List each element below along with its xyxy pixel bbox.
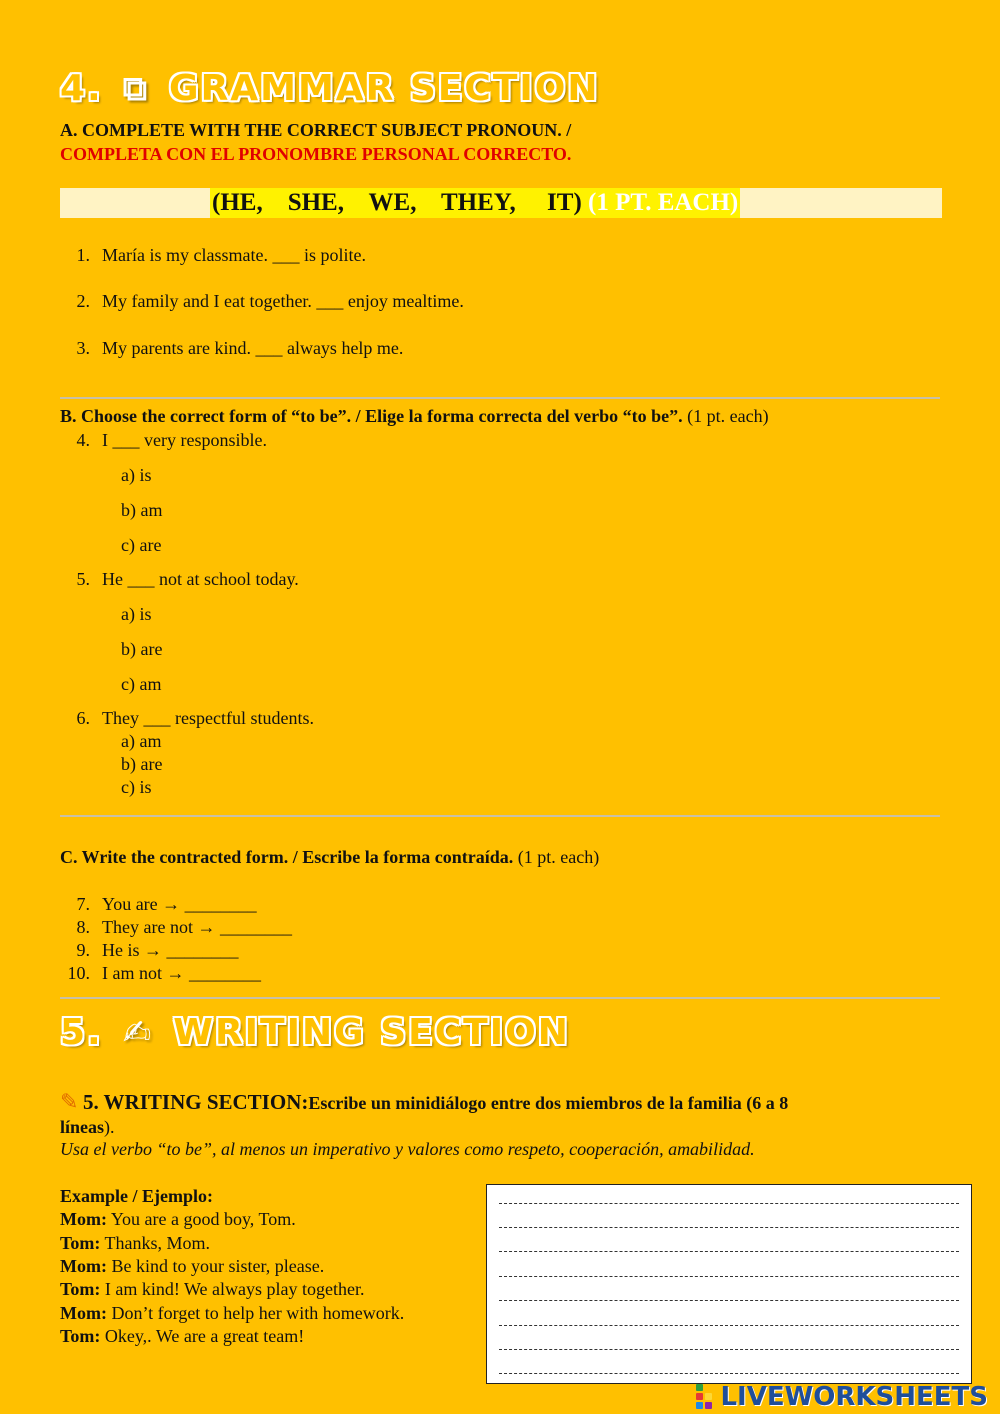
answer-line[interactable] — [499, 1300, 959, 1301]
answer-line[interactable] — [499, 1373, 959, 1374]
list-item: 10. I am not → ________ — [67, 963, 261, 983]
grammar-section-title — [60, 68, 600, 109]
example-line: Mom: Be kind to your sister, please. — [60, 1256, 325, 1276]
list-item: 8. They are not → ________ — [76, 917, 292, 937]
answer-line[interactable] — [499, 1251, 959, 1252]
answer-line[interactable] — [499, 1276, 959, 1277]
list-item: 9. He is → ________ — [76, 940, 239, 960]
example-line: Mom: You are a good boy, Tom. — [60, 1209, 296, 1229]
example-line: Tom: Okey,. We are a great team! — [60, 1326, 305, 1346]
answer-line[interactable] — [499, 1349, 959, 1350]
option-4c[interactable]: c) are — [121, 535, 162, 555]
list-item: 6. They ___ respectful students. — [76, 708, 314, 728]
writing-section-heading: WRITING SECTION — [173, 1012, 570, 1053]
list-item: 4. I ___ very responsible. — [76, 430, 267, 450]
pencil-icon: ✎ — [60, 1089, 79, 1114]
pronoun-bank — [60, 188, 942, 218]
part-a-instruction-en: A. COMPLETE WITH THE CORRECT SUBJECT PRONOUN. / — [60, 120, 572, 140]
option-4b[interactable]: b) am — [121, 500, 163, 520]
pronoun-points: (1 PT. EACH) — [581, 189, 739, 216]
part-c-instruction: C. Write the contracted form. / Escribe la forma contraída. (1 pt. each) — [60, 847, 600, 867]
divider — [60, 997, 940, 999]
logo-mark-icon — [696, 1384, 716, 1410]
example-label: Example / Ejemplo: — [60, 1186, 213, 1206]
liveworksheets-logo — [696, 1382, 988, 1412]
option-5c[interactable]: c) am — [121, 674, 162, 694]
writing-answer-box[interactable] — [486, 1184, 972, 1384]
option-6b[interactable]: b) are — [121, 754, 163, 774]
divider — [60, 815, 940, 817]
grammar-section-number: 4. — [60, 68, 103, 109]
example-line: Tom: Thanks, Mom. — [60, 1233, 211, 1253]
option-4a[interactable]: a) is — [121, 465, 152, 485]
option-6a[interactable]: a) am — [121, 731, 162, 751]
copy-icon: ⧉ — [122, 68, 150, 109]
pronoun-list: (HE, SHE, WE, THEY, IT) — [212, 189, 582, 216]
pronoun-bank-highlight — [210, 188, 740, 218]
list-item: 2. My family and I eat together. ___ enjoy mealtime. — [76, 291, 464, 311]
list-item: 3. My parents are kind. ___ always help me. — [76, 338, 404, 358]
writing-section-title — [60, 1012, 570, 1053]
answer-line[interactable] — [499, 1203, 959, 1204]
example-line: Mom: Don’t forget to help her with homework. — [60, 1303, 405, 1323]
option-5a[interactable]: a) is — [121, 604, 152, 624]
writing-section-number: 5. — [60, 1012, 103, 1053]
option-5b[interactable]: b) are — [121, 639, 163, 659]
grammar-section-heading: GRAMMAR SECTION — [169, 68, 600, 109]
answer-line[interactable] — [499, 1325, 959, 1326]
part-a-instruction-es: COMPLETA CON EL PRONOMBRE PERSONAL CORRECTO. — [60, 144, 572, 164]
divider — [60, 397, 940, 399]
answer-line[interactable] — [499, 1227, 959, 1228]
part-b-instruction: B. Choose the correct form of “to be”. / Elige la forma correcta del verbo “to be”. (1 pt. each) — [60, 406, 769, 426]
example-line: Tom: I am kind! We always play together. — [60, 1279, 365, 1299]
writing-note: Usa el verbo “to be”, al menos un imperativo y valores como respeto, cooperación, amabilidad. — [60, 1139, 755, 1159]
list-item: 1. María is my classmate. ___ is polite. — [76, 245, 366, 265]
option-6c[interactable]: c) is — [121, 777, 152, 797]
writing-hand-icon: ✍ — [122, 1012, 154, 1053]
list-item: 5. He ___ not at school today. — [76, 569, 299, 589]
list-item: 7. You are → ________ — [76, 894, 257, 914]
writing-heading: ✎ 5. WRITING SECTION:Escribe un minidiálogo entre dos miembros de la familia (6 a 8 líneas). — [60, 1089, 789, 1137]
logo-text: LIVEWORKSHEETS — [720, 1382, 988, 1412]
